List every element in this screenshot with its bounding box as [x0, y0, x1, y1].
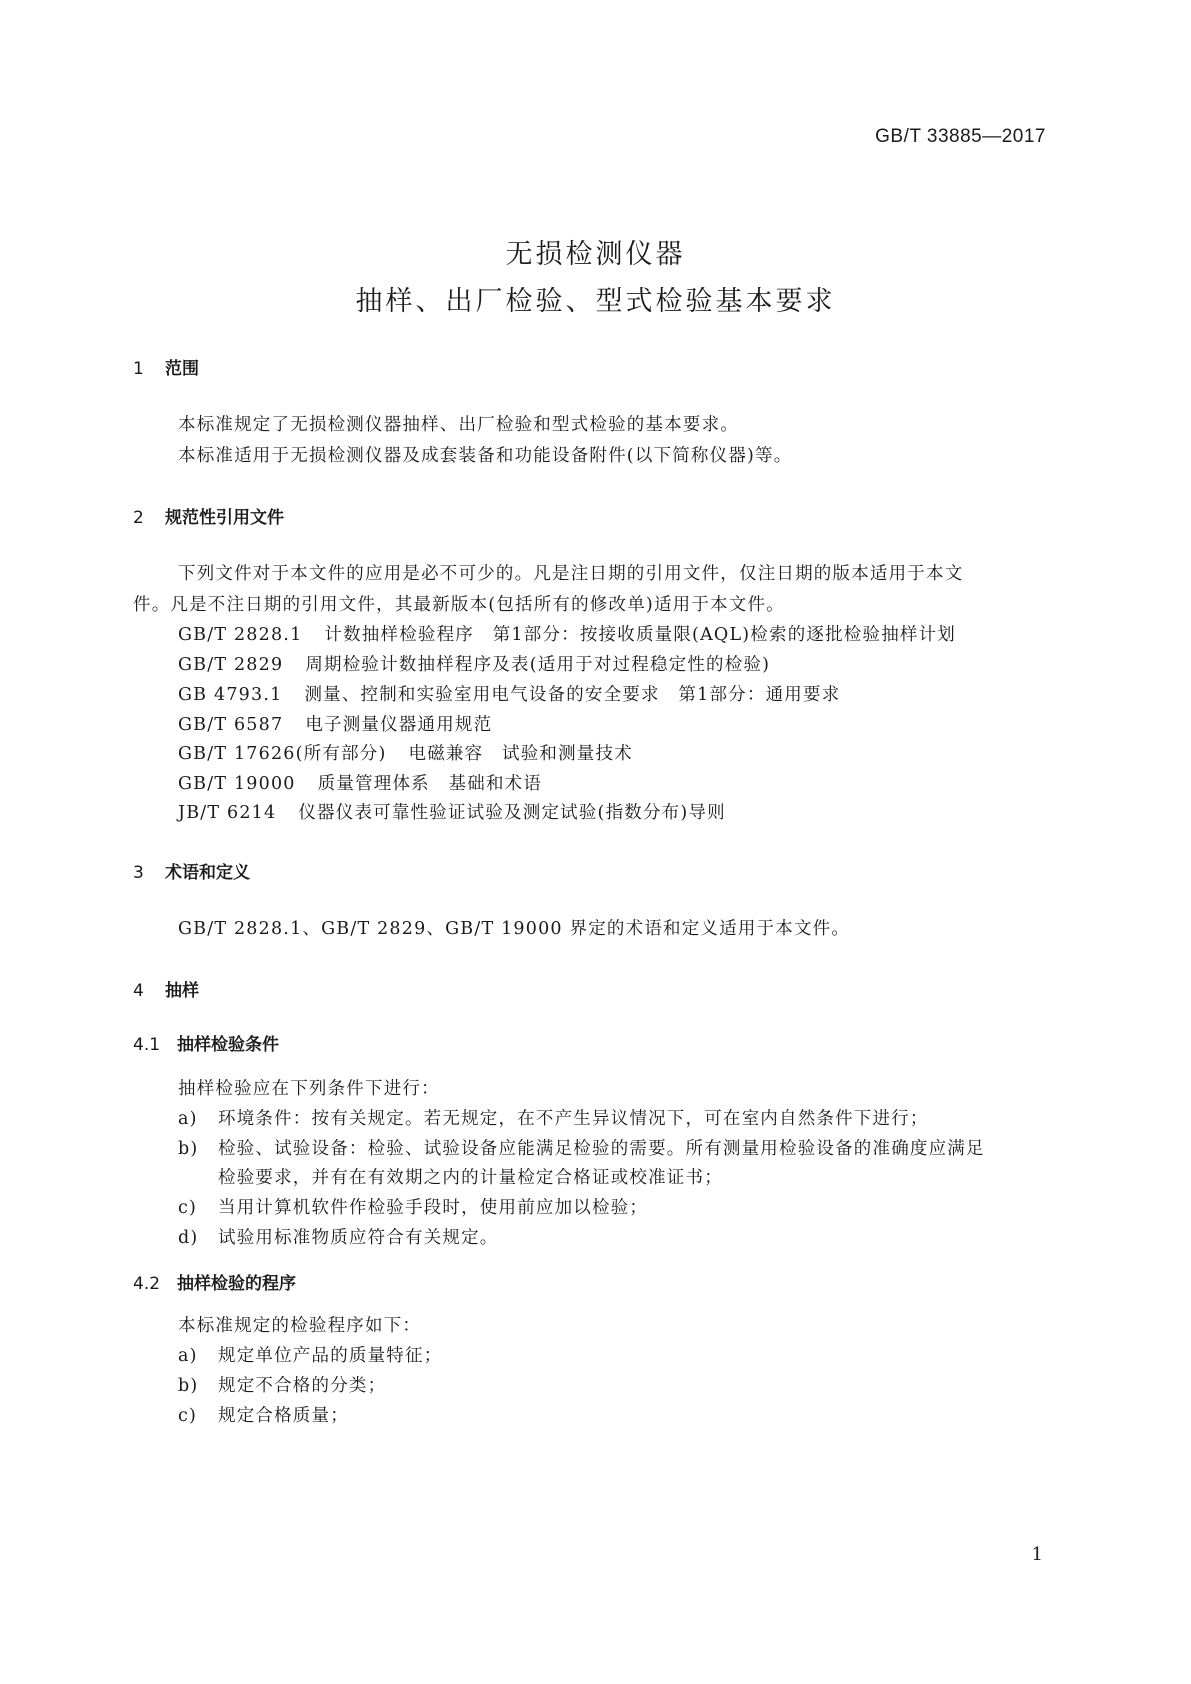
reference-code: GB/T 17626(所有部分)	[178, 744, 387, 764]
reference-item	[178, 740, 633, 765]
paragraph: 本标准适用于无损检测仪器及成套装备和功能设备附件(以下简称仪器)等。	[178, 446, 793, 466]
paragraph: 抽样检验应在下列条件下进行：	[178, 1079, 440, 1099]
section-number: 4.1	[133, 1035, 161, 1055]
list-item	[178, 1135, 985, 1160]
list-marker: c)	[178, 1198, 198, 1218]
reference-item	[178, 799, 726, 824]
reference-title: 测量、控制和实验室用电气设备的安全要求 第1部分：通用要求	[304, 685, 841, 705]
reference-item	[178, 651, 770, 676]
reference-title: 电子测量仪器通用规范	[305, 715, 493, 735]
document-title-line-1: 无损检测仪器	[505, 239, 686, 270]
subsection-4-2-heading	[133, 1269, 296, 1294]
reference-code: GB/T 19000	[178, 774, 296, 794]
section-title: 范围	[165, 359, 199, 379]
reference-code: GB/T 2829	[178, 655, 284, 675]
reference-title: 质量管理体系 基础和术语	[317, 774, 543, 794]
subsection-4-1-heading	[133, 1030, 279, 1055]
section-number: 3	[133, 863, 144, 883]
list-marker: b)	[178, 1139, 199, 1159]
reference-item	[178, 770, 542, 795]
reference-title: 仪器仪表可靠性验证试验及测定试验(指数分布)导则	[298, 803, 726, 823]
standard-code: GB/T 33885—2017	[875, 126, 1046, 147]
list-text: 环境条件：按有关规定。若无规定，在不产生异议情况下，可在室内自然条件下进行；	[218, 1109, 929, 1129]
reference-code: GB 4793.1	[178, 685, 283, 705]
reference-item	[178, 621, 956, 646]
section-title: 术语和定义	[165, 863, 250, 883]
list-marker: a)	[178, 1109, 198, 1129]
reference-item	[178, 711, 492, 736]
list-marker: c)	[178, 1406, 198, 1426]
section-1-heading	[133, 354, 199, 379]
document-title-line-2: 抽样、出厂检验、型式检验基本要求	[355, 286, 836, 317]
list-text: 规定单位产品的质量特征；	[218, 1346, 443, 1366]
list-item	[178, 1342, 442, 1367]
section-3-heading	[133, 858, 250, 883]
list-item	[178, 1372, 386, 1397]
section-number: 4.2	[133, 1274, 161, 1294]
list-text: 试验用标准物质应符合有关规定。	[218, 1228, 499, 1248]
section-title: 规范性引用文件	[165, 508, 284, 528]
reference-title: 电磁兼容 试验和测量技术	[408, 744, 633, 764]
list-text: 当用计算机软件作检验手段时，使用前应加以检验；	[218, 1198, 649, 1218]
reference-title: 周期检验计数抽样程序及表(适用于对过程稳定性的检验)	[305, 655, 771, 675]
list-item-continuation: 检验要求，并有在有效期之内的计量检定合格证或校准证书；	[218, 1168, 723, 1188]
reference-item	[178, 681, 840, 706]
section-number: 2	[133, 508, 144, 528]
reference-title: 计数抽样检验程序 第1部分：按接收质量限(AQL)检索的逐批检验抽样计划	[324, 625, 956, 645]
list-text: 规定不合格的分类；	[218, 1376, 387, 1396]
paragraph-continuation: 件。凡是不注日期的引用文件，其最新版本(包括所有的修改单)适用于本文件。	[133, 595, 785, 615]
list-marker: b)	[178, 1376, 199, 1396]
list-text: 规定合格质量；	[218, 1406, 349, 1426]
reference-code: JB/T 6214	[178, 803, 277, 823]
list-item	[178, 1194, 648, 1219]
paragraph: 本标准规定的检验程序如下：	[178, 1316, 422, 1336]
section-number: 1	[133, 359, 144, 379]
reference-code: GB/T 6587	[178, 715, 284, 735]
section-2-heading	[133, 503, 284, 528]
list-item	[178, 1105, 929, 1130]
list-item	[178, 1224, 499, 1249]
section-title: 抽样	[165, 981, 199, 1001]
page-number: 1	[1031, 1544, 1043, 1565]
section-title: 抽样检验的程序	[177, 1274, 296, 1294]
list-marker: a)	[178, 1346, 198, 1366]
section-title: 抽样检验条件	[177, 1035, 279, 1055]
list-text: 检验、试验设备：检验、试验设备应能满足检验的需要。所有测量用检验设备的准确度应满足	[218, 1139, 985, 1159]
list-marker: d)	[178, 1228, 199, 1248]
paragraph: 下列文件对于本文件的应用是必不可少的。凡是注日期的引用文件，仅注日期的版本适用于本文	[178, 564, 964, 584]
paragraph: 本标准规定了无损检测仪器抽样、出厂检验和型式检验的基本要求。	[178, 415, 739, 435]
section-number: 4	[133, 981, 144, 1001]
list-item	[178, 1402, 349, 1427]
reference-code: GB/T 2828.1	[178, 625, 303, 645]
paragraph: GB/T 2828.1、GB/T 2829、GB/T 19000 界定的术语和定义适用于本文件。	[178, 919, 851, 939]
section-4-heading	[133, 976, 199, 1001]
